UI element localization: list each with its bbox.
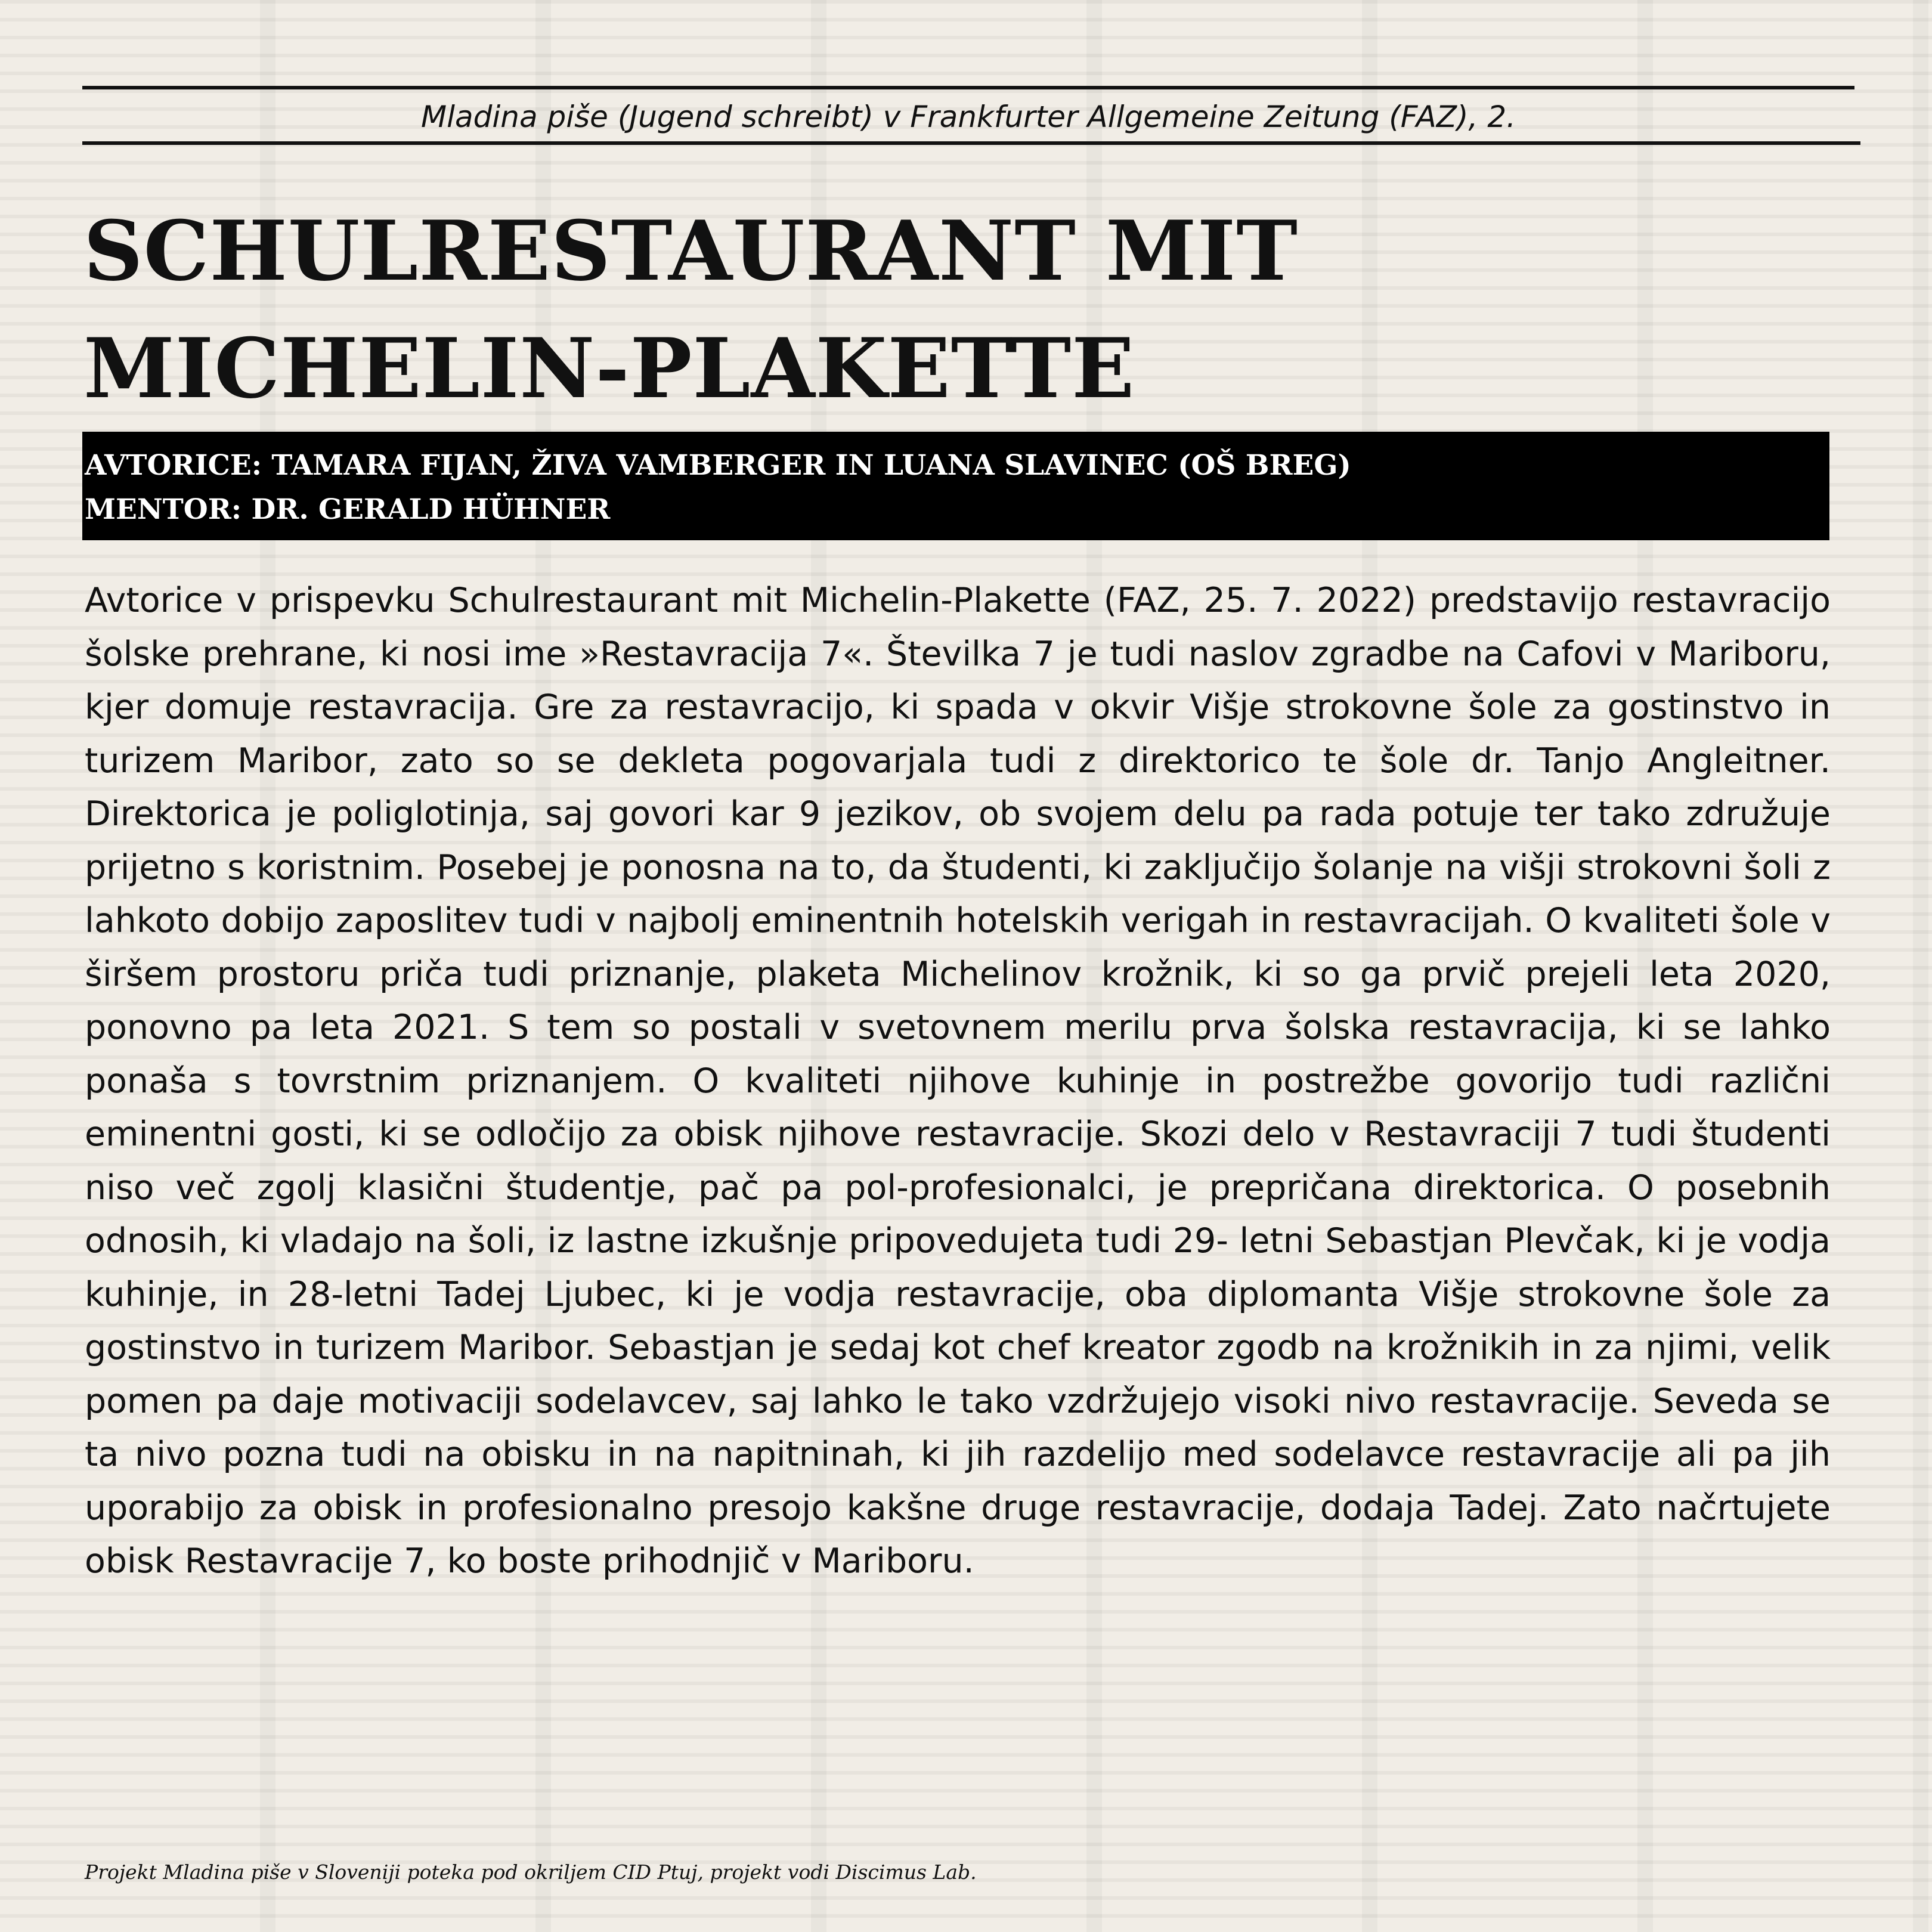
mentor-line: MENTOR: DR. GERALD HÜHNER <box>85 493 611 526</box>
authors-line: AVTORICE: TAMARA FIJAN, ŽIVA VAMBERGER IN LUANA SLAVINEC (OŠ BREG) <box>85 449 1351 482</box>
byline-box <box>82 432 1829 540</box>
bottom-rule <box>82 141 1860 145</box>
article-title-line-2: MICHELIN-PLAKETTE <box>83 320 1135 417</box>
article-title-line-1: SCHULRESTAURANT MIT <box>83 202 1298 299</box>
article-title <box>83 192 1515 427</box>
series-kicker: Mladina piše (Jugend schreibt) v Frankfurter Allgemeine Zeitung (FAZ), 2. <box>420 100 1516 134</box>
top-rule <box>82 86 1854 89</box>
article-body: Avtorice v prispevku Schulrestaurant mit Michelin-Plakette (FAZ, 25. 7. 2022) predstavijo restavracijo šolske prehrane, ki nosi ime »Restavracija 7«. Številka 7 je tudi naslov zgradbe na Cafovi v Mariboru, kjer domuje restavracija. Gre za restavracijo, ki spada v okvir Višje strokovne šole za gostinstvo in turizem Maribor, zato so se dekleta pogovarjala tudi z direktorico te šole dr. Tanjo Angleitner. Direktorica je poliglotinja, saj govori kar 9 jezikov, ob svojem delu pa rada potuje ter tako združuje prijetno s koristnim. Posebej je ponosna na to, da študenti, ki zaključijo šolanje na višji strokovni šoli z lahkoto dobijo zaposlitev tudi v najbolj eminentnih hotelskih verigah in restavracijah. O kvaliteti šole v širšem prostoru priča tudi priznanje, plaketa Michelinov krožnik, ki so ga prvič prejeli leta 2020, ponovno pa leta 2021. S tem so postali v svetovnem merilu prva šolska restavracija, ki se lahko ponaša s tovrstnim priznanjem. O kvaliteti njihove kuhinje in postrežbe govorijo tudi različni eminentni gosti, ki se odločijo za obisk njihove restavracije. Skozi delo v Restavraciji 7 tudi študenti niso več zgolj klasični študentje, pač pa pol-profesionalci, je prepričana direktorica. O posebnih odnosih, ki vladajo na šoli, iz lastne izkušnje pripovedujeta tudi 29- letni Sebastjan Plevčak, ki je vodja kuhinje, in 28-letni Tadej Ljubec, ki je vodja restavracije, oba diplomanta Višje strokovne šole za gostinstvo in turizem Maribor. Sebastjan je sedaj kot chef kreator zgodb na krožnikih in za njimi, velik pomen pa daje motivaciji sodelavcev, saj lahko le tako vzdržujejo visoki nivo restavracije. Seveda se ta nivo pozna tudi na obisku in na napitninah, ki jih razdelijo med sodelavce restavracije ali pa jih uporabijo za obisk in profesionalno presojo kakšne druge restavracije, dodaja Tadej. Zato načrtujete obisk Restavracije 7, ko boste prihodnjič v Mariboru. <box>85 581 1831 1581</box>
footer-note: Projekt Mladina piše v Sloveniji poteka pod okriljem CID Ptuj, projekt vodi Discimus Lab. <box>85 1860 977 1884</box>
